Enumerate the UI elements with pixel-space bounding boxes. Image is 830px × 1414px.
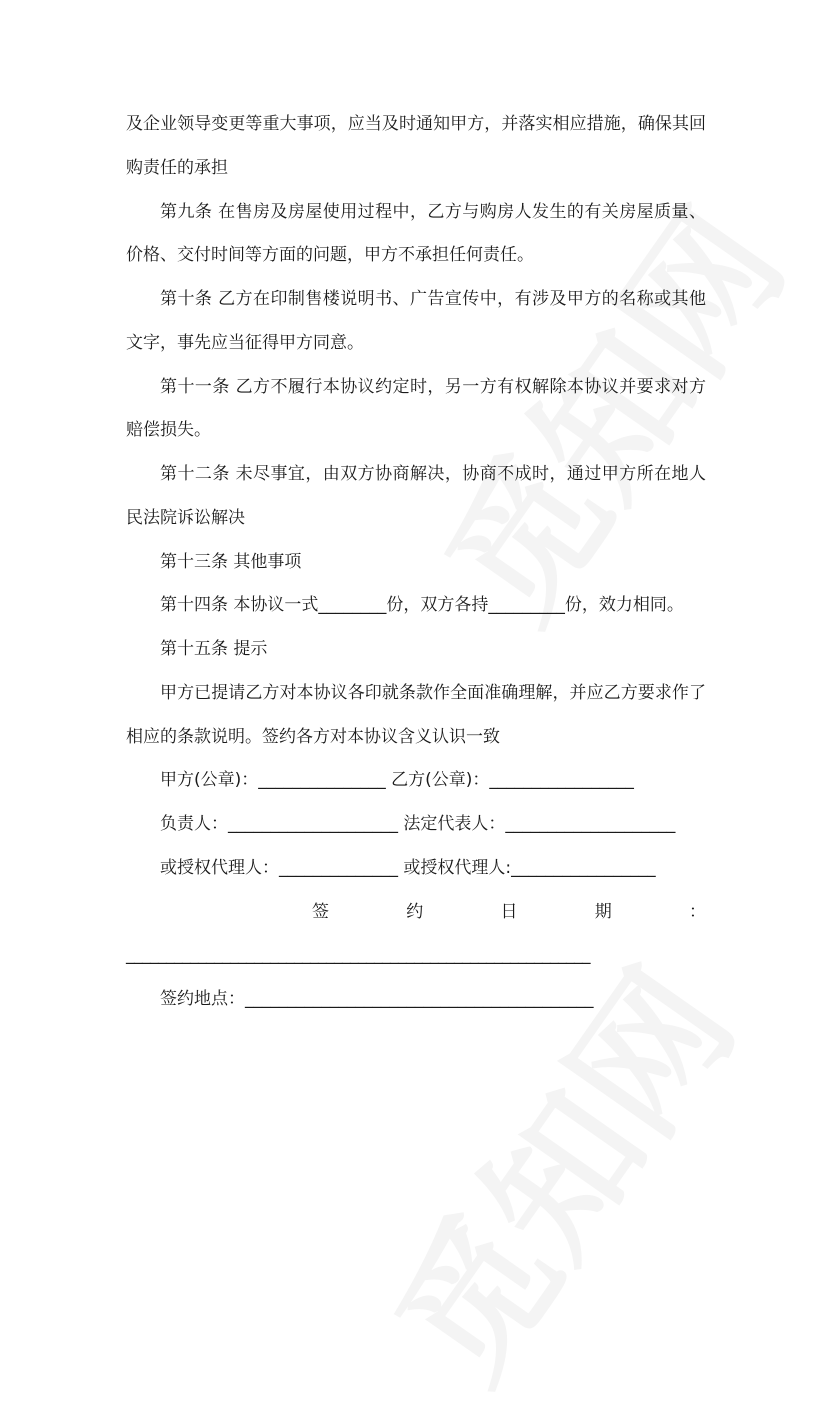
signature-parties: 甲方(公章)：_______________ 乙方(公章)：_________________ [160, 770, 634, 791]
clause-10: 第十条 乙方在印制售楼说明书、广告宣传中，有涉及甲方的名称或其他文字，事先应当征得甲方同意。 [126, 289, 706, 353]
date-char: 约 [406, 901, 424, 922]
clause-11: 第十一条 乙方不履行本协议约定时，另一方有权解除本协议并要求对方赔偿损失。 [126, 376, 706, 441]
signing-date-label [126, 891, 706, 935]
clause-15-text: 甲方已提请乙方对本协议各印就条款作全面准确理解，并应乙方要求作了相应的条款说明。签约各方对本协议含义认识一致 [126, 682, 706, 747]
clause-14: 第十四条 本协议一式________份，双方各持_________份，效力相同。 [160, 595, 684, 616]
signing-place: 签约地点：_________________________________________ [160, 989, 594, 1009]
clause-15: 第十五条 提示 [160, 639, 268, 659]
signing-date-line: __________________________________________________________ [126, 945, 590, 966]
paragraph-continuation: 及企业领导变更等重大事项，应当及时通知甲方，并落实相应措施，确保其回购责任的承担 [126, 114, 706, 178]
date-char: ： [689, 901, 706, 922]
signature-agent: 或授权代理人：______________ 或授权代理人:_________________ [160, 857, 656, 878]
clause-13: 第十三条 其他事项 [160, 551, 302, 572]
date-char: 日 [500, 901, 518, 922]
date-char: 期 [594, 901, 612, 922]
signature-responsible: 负责人：____________________ 法定代表人：____________________ [160, 814, 676, 834]
clause-12: 第十二条 未尽事宜，由双方协商解决，协商不成时，通过甲方所在地人民法院诉讼解决 [126, 464, 706, 528]
clause-9: 第九条 在售房及房屋使用过程中，乙方与购房人发生的有关房屋质量、价格、交付时间等方面的问题，甲方不承担任何责任。 [126, 201, 706, 266]
date-char: 签 [312, 901, 329, 922]
document-page [126, 103, 706, 1022]
